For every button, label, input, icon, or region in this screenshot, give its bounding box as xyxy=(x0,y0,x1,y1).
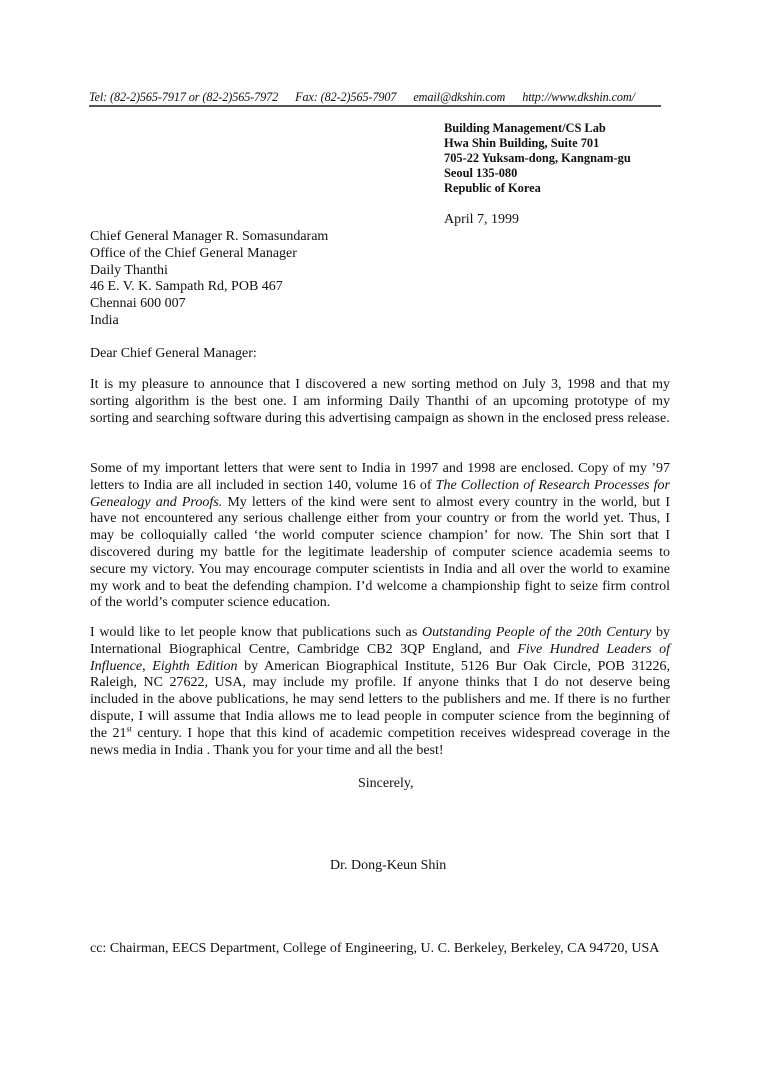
contact-header xyxy=(89,90,661,107)
letter-date: April 7, 1999 xyxy=(444,212,520,227)
signature-name: Dr. Dong-Keun Shin xyxy=(330,858,447,873)
paragraph-text: , xyxy=(142,658,153,674)
recipient-line: Daily Thanthi xyxy=(90,262,168,278)
cc-line: cc: Chairman, EECS Department, College of Engineering, U. C. Berkeley, Berkeley, CA 94720, USA xyxy=(90,941,660,956)
paragraph-text: My letters of the kind were sent to almost every country in the world, but I have not encountered any serious challenge either from your country or from the world yet. Thus, I may be colloquially called ‘the world computer science champion’ for now. The Shin sort that I discovered during my battle for the legitimate leadership of computer science academia seems to secure my victory. You may encourage computer scientists in India and all over the world to examine my work and to beat the defending champion. I’d welcome a championship fight to seize firm control of the world’s computer science education. xyxy=(90,494,670,611)
sender-line: Building Management/CS Lab xyxy=(444,121,606,135)
paragraph-text: by International Biographical Centre, Cambridge CB2 3QP England, and xyxy=(90,625,671,657)
ordinal-suffix: st xyxy=(126,724,132,734)
sender-address xyxy=(444,121,631,196)
sender-line: 705-22 Yuksam-dong, Kangnam-gu xyxy=(444,151,631,165)
email-link[interactable]: email@dkshin.com xyxy=(413,90,506,104)
recipient-line: Office of the Chief General Manager xyxy=(90,245,297,261)
recipient-line: India xyxy=(90,312,119,328)
paragraph-text: by American Biographical Institute, 5126 Bur Oak Circle, POB 31226, Raleigh, NC 27622, USA, may include my profile. If anyone thinks that I do not deserve being included in the above publications, he may send letters to the publishers and me. If there is no further dispute, I will assume that India allows me to lead people in computer science from the beginning of the 21 xyxy=(90,658,670,741)
salutation: Dear Chief General Manager: xyxy=(90,346,257,361)
sender-line: Seoul 135-080 xyxy=(444,166,518,180)
recipient-line: 46 E. V. K. Sampath Rd, POB 467 xyxy=(90,279,283,295)
publication-title: The Collection of Research Processes for Genealogy and Proofs. xyxy=(90,477,670,510)
body-paragraph-3 xyxy=(90,625,670,759)
paragraph-text: Some of my important letters that were sent to India in 1997 and 1998 are enclosed. Copy of my ’97 letters to India are all included in section 140, volume 16 of xyxy=(90,461,670,493)
closing: Sincerely, xyxy=(358,776,414,791)
telephone-numbers: Tel: (82-2)565-7917 or (82-2)565-7972 xyxy=(89,90,279,104)
sender-line: Hwa Shin Building, Suite 701 xyxy=(444,136,600,150)
recipient-line: Chief General Manager R. Somasundaram xyxy=(90,229,329,244)
paragraph-text: century. I hope that this kind of academic competition receives widespread coverage in the news media in India . Thank you for your time and all the best! xyxy=(90,725,671,758)
body-paragraph-2 xyxy=(90,461,670,612)
body-paragraph-1: It is my pleasure to announce that I discovered a new sorting method on July 3, 1998 and that my sorting algorithm is the best one. I am informing Daily Thanthi of an upcoming prototype of my sorting and searching software during this advertising campaign as shown in the enclosed press release. xyxy=(90,377,670,426)
recipient-line: Chennai 600 007 xyxy=(90,296,186,312)
sender-line: Republic of Korea xyxy=(444,181,541,195)
website-link[interactable]: http://www.dkshin.com/ xyxy=(522,90,635,104)
publication-title: Five Hundred Leaders of Influence xyxy=(90,641,671,674)
fax-number: Fax: (82-2)565-7907 xyxy=(295,90,397,104)
publication-edition: Eighth Edition xyxy=(152,658,238,674)
recipient-address xyxy=(90,229,328,330)
publication-title: Outstanding People of the 20th Century xyxy=(421,625,652,640)
paragraph-text: I would like to let people know that publications such as xyxy=(90,625,422,640)
